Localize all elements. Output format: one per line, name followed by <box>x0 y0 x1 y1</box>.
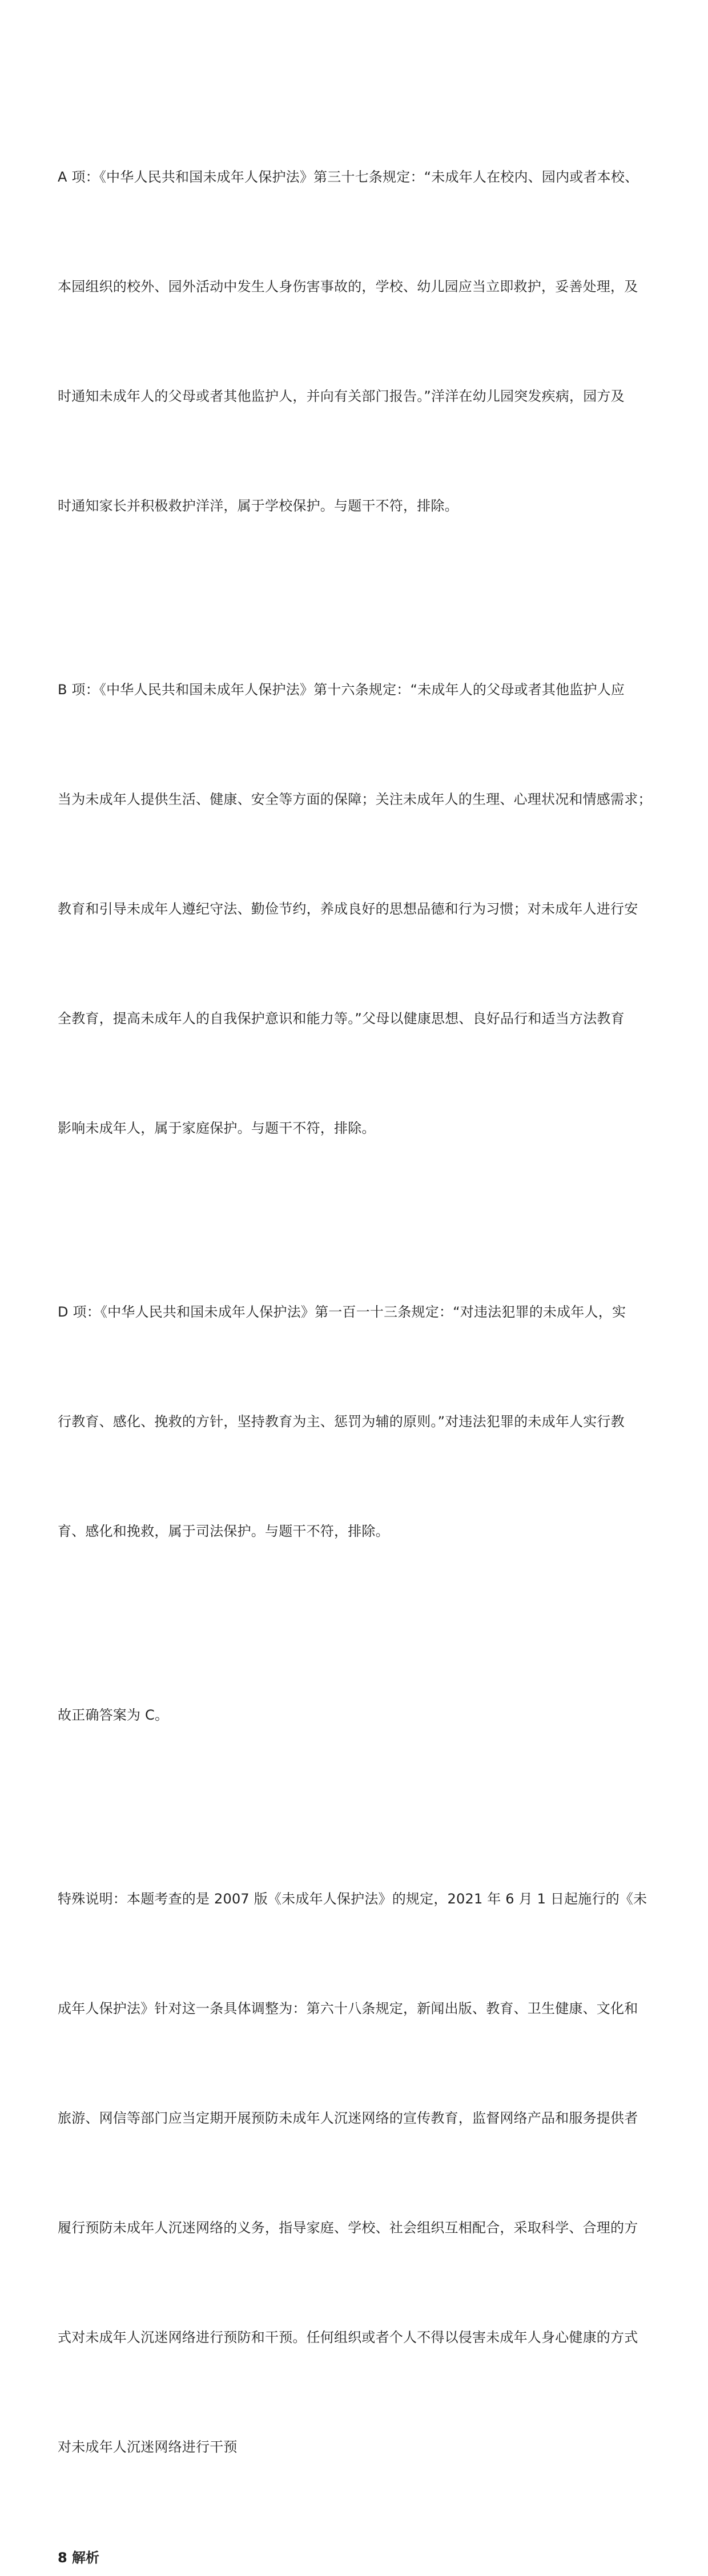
item-d-line-1: D 项：《中华人民共和国未成年人保护法》第一百一十三条规定：“对违法犯罪的未成年人，实 <box>58 1304 626 1320</box>
item-b-line-3: 教育和引导未成年人遵纪守法、勤俭节约，养成良好的思想品德和行为习惯；对未成年人进行安 <box>58 901 638 917</box>
item-a-paragraph <box>58 86 674 597</box>
item-b-line-2: 当为未成年人提供生活、健康、安全等方面的保障；关注未成年人的生理、心理状况和情感需求； <box>58 791 652 807</box>
item-a-line-4: 时通知家长并积极救护洋洋，属于学校保护。与题干不符，排除。 <box>58 498 458 514</box>
special-note-line-3: 旅游、网信等部门应当定期开展预防未成年人沉迷网络的宣传教育，监督网络产品和服务提供者 <box>58 2110 638 2126</box>
item-d-line-3: 育、感化和挽救，属于司法保护。与题干不符，排除。 <box>58 1523 389 1539</box>
item-d-line-2: 行教育、感化、挽救的方针，坚持教育为主、惩罚为辅的原则。”对违法犯罪的未成年人实行教 <box>58 1414 625 1430</box>
document-page <box>58 86 674 2576</box>
special-note-line-2: 成年人保护法》针对这一条具体调整为：第六十八条规定，新闻出版、教育、卫生健康、文化和 <box>58 2001 638 2016</box>
item-b-line-1: B 项：《中华人民共和国未成年人保护法》第十六条规定：“未成年人的父母或者其他监护人应 <box>58 682 625 698</box>
item-a-line-3: 时通知未成年人的父母或者其他监护人，并向有关部门报告。”洋洋在幼儿园突发疾病，园方及 <box>58 388 625 404</box>
item-d-paragraph <box>58 1221 674 1623</box>
answer-paragraph <box>58 1624 674 1806</box>
item-a-line-1: A 项：《中华人民共和国未成年人保护法》第三十七条规定：“未成年人在校内、园内或者本校、 <box>58 169 639 185</box>
item-b-paragraph <box>58 598 674 1219</box>
special-note-line-6: 对未成年人沉迷网络进行干预 <box>58 2439 238 2455</box>
item-b-line-5: 影响未成年人，属于家庭保护。与题干不符，排除。 <box>58 1120 376 1136</box>
answer-line: 故正确答案为 C。 <box>58 1707 169 1723</box>
special-note-line-1: 特殊说明：本题考查的是 2007 版《未成年人保护法》的规定，2021 年 6 月 1 日起施行的《未 <box>58 1891 647 1907</box>
item-b-line-4: 全教育，提高未成年人的自我保护意识和能力等。”父母以健康思想、良好品行和适当方法教育 <box>58 1011 625 1027</box>
next-section-heading: 8 解析 <box>58 2550 100 2566</box>
special-note-line-4: 履行预防未成年人沉迷网络的义务，指导家庭、学校、社会组织互相配合，采取科学、合理的方 <box>58 2220 638 2236</box>
special-note-line-5: 式对未成年人沉迷网络进行预防和干预。任何组织或者个人不得以侵害未成年人身心健康的方式 <box>58 2329 638 2345</box>
special-note-paragraph <box>58 1808 674 2538</box>
item-a-line-2: 本园组织的校外、园外活动中发生人身伤害事故的，学校、幼儿园应当立即救护，妥善处理，及 <box>58 279 638 295</box>
